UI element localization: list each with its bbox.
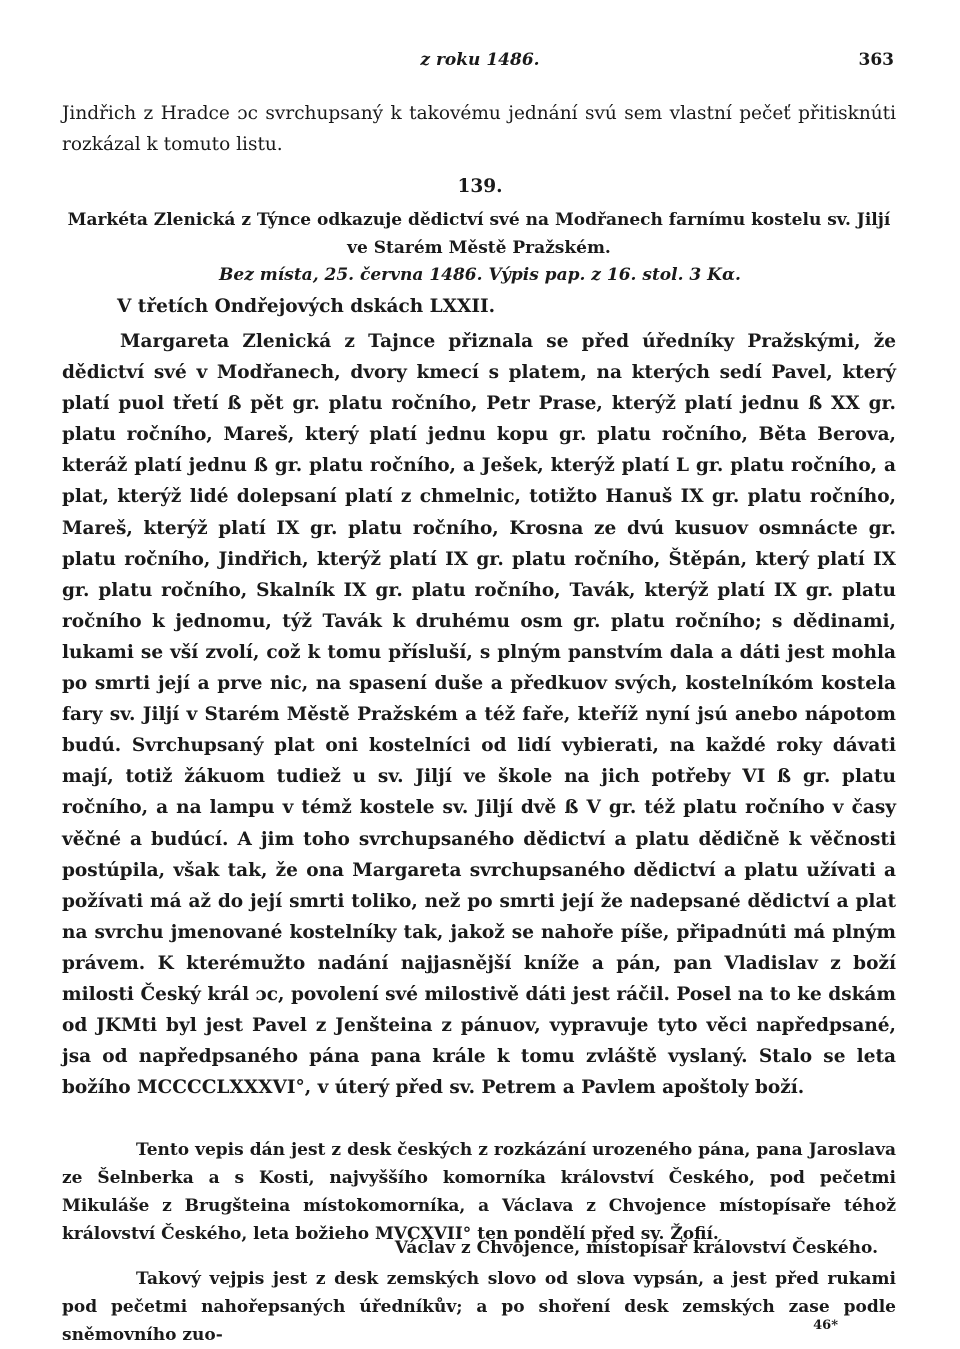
document-regest: Markéta Zlenická z Týnce odkazuje dědictví své na Modřanech farnímu kostelu sv. Jiljí ve Starém Městě Pražském.: [67, 210, 891, 258]
book-reference: V třetích Ondřejových dskách LXXII.: [117, 296, 496, 317]
source-note: Bez místa, 25. června 1486. Výpis pap. z 16. stol. 3 Kα.: [219, 265, 741, 285]
document-number: 139.: [457, 176, 503, 197]
closing-text: Takový vejpis jest z desk zemských slovo od slova vypsán, a jest před rukami pod pečetmi nahořepsaných úředníkův; a po shoření desk zemských zase podle sněmovního zuo-: [62, 1269, 896, 1345]
intro-paragraph: Jindřich z Hradce ɔc svrchupsaný k takovému jednání svú sem vlastní pečeť přitisknúti rozkázal k tomuto listu.: [62, 103, 896, 155]
sheet-mark: 46*: [813, 1318, 838, 1333]
running-title: z roku 1486.: [420, 50, 540, 70]
main-text: Margareta Zlenická z Tajnce přiznala se před úředníky Pražskými, že dědictví své v Modřanech, dvory kmecí s platem, na kterých sedí Pavel, který platí puol třetí ß pět gr. platu ročního, Petr Prase, kterýž platí jednu ß XX gr. platu ročního, Mareš, který platí jednu kopu gr. platu ročního, Běta Berova, kteráž platí jednu ß gr. platu ročního, a Ješek, kterýž platí L gr. platu ročního, a plat, kterýž lidé dolepsaní platí z chmelnic, totižto Hanuš IX gr. platu ročního, Mareš, kterýž platí IX gr. platu ročního, Krosna ze dvú kusuov osmnácte gr. platu ročního, Jindřich, kterýž platí IX gr. platu ročního, Štěpán, který platí IX gr. platu ročního, Skalník IX gr. platu ročního, Tavák, kterýž platí IX gr. platu ročního k jednomu, týž Tavák k druhému osm gr. platu ročního; s dědinami, lukami se vší zvolí, což k tomu přísluší, s plným panstvím dala a dáti jest mohla po smrti její a prve nic, na spasení duše a předkuov svých, kostelníkóm kostela fary sv. Jiljí v Starém Městě Pražském a též faře, kteříž nyní jsú anebo nápotom budú. Svrchupsaný plat oni kostelníci od lidí vybierati, na každé roky dávati mají, totiž žákuom tudiež u sv. Jiljí ve škole na jich potřeby VI ß gr. platu ročního, a na lampu v témž kostele sv. Jiljí dvě ß V gr. též platu ročního v časy věčné a budúcí. A jim toho svrchupsaného dědictví a platu dědičně k věčnosti postúpila, však tak, že ona Margareta svrchupsaného dědictví a platu užívati a požívati má až do její smrti toliko, než po smrti její že nadepsané dědictví a plat na svrchu jmenované kostelníky tak, jakož se nahoře píše, připadnúti má plným právem. K kterémužto nadání najjasnější kníže a pán, pan Vladislav z boží milosti Český král ɔc, povolení své milostivě dáti jest ráčil. Posel na to ke dskám od JKMti byl jest Pavel z Jenšteina z pánuov, vypravuje tyto věci napředpsané, jsa od napředpsaného pána pana krále k tomu zvláště vyslaný. Stalo se leta božího MCCCCLXXXVI°, v úterý před sv. Petrem a Pavlem apoštoly boží.: [62, 331, 896, 1099]
signature: Václav z Chvojence, místopísař království Českého.: [394, 1238, 878, 1258]
page-number: 363: [858, 50, 894, 70]
closing-note: Tento vepis dán jest z desk českých z rozkázání urozeného pána, pana Jaroslava ze Šelnberka a s Kosti, najvyššího komorníka království Českého, pod pečetmi Mikuláše z Brugšteina místokomorníka, a Václava z Chvojence místopísaře téhož království Českého, leta božieho MVCXVII° ten pondělí před sv. Žofií.: [62, 1140, 896, 1244]
